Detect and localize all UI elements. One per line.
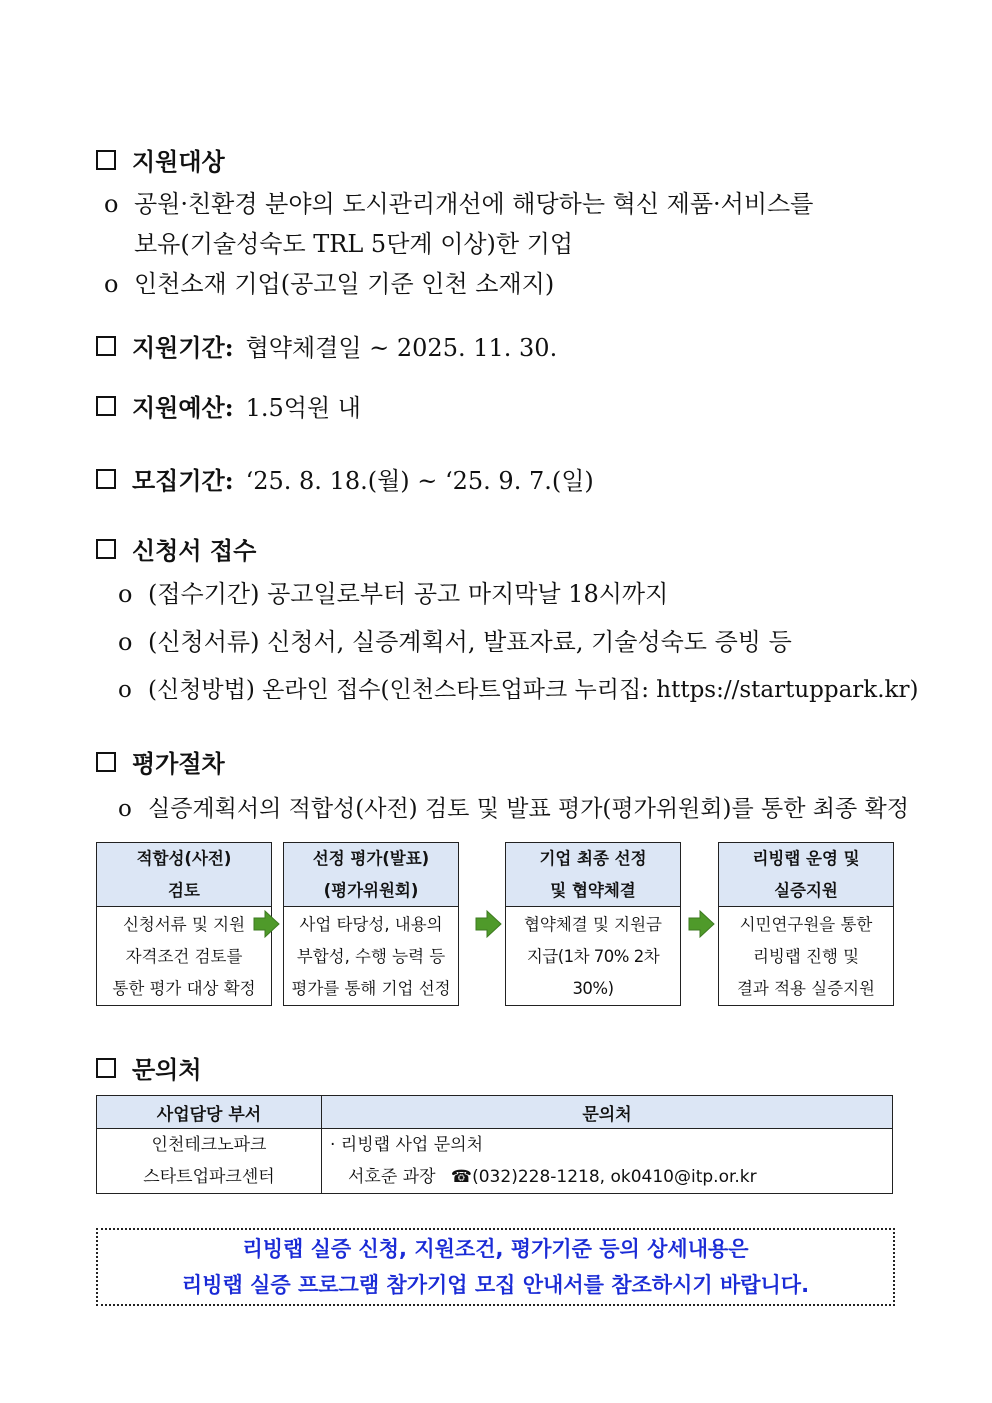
bullet-marker: o bbox=[118, 677, 132, 703]
section-target bbox=[96, 142, 225, 177]
flow-step-body-line: 부합성, 수행 능력 등 bbox=[296, 946, 446, 966]
flow-step-body bbox=[284, 907, 458, 1006]
flow-step-body bbox=[719, 907, 893, 1006]
flow-step-body-line: 결과 적용 실증지원 bbox=[736, 978, 875, 998]
flow-step-body-line: 자격조건 검토를 bbox=[125, 946, 243, 966]
bullet-marker: o bbox=[104, 270, 119, 298]
list-item bbox=[104, 264, 554, 299]
checkbox-square-icon bbox=[96, 752, 116, 772]
bullet-marker: o bbox=[118, 796, 132, 822]
contact-info-cell bbox=[322, 1129, 893, 1194]
list-item-text: (신청방법) 온라인 접수(인천스타트업파크 누리집: https://startuppark.kr) bbox=[148, 677, 919, 703]
section-recruit bbox=[96, 461, 594, 496]
flow-step-head-line: 기업 최종 선정 bbox=[539, 848, 647, 868]
list-item bbox=[118, 790, 909, 823]
contact-table bbox=[96, 1095, 893, 1194]
section-title: 지원예산: bbox=[132, 393, 234, 422]
phone-icon: ☎ bbox=[450, 1167, 473, 1187]
section-title: 모집기간: bbox=[132, 466, 234, 495]
section-eval bbox=[96, 744, 225, 779]
bullet-marker: o bbox=[118, 628, 133, 656]
section-apply bbox=[96, 531, 256, 566]
notice-line: 리빙랩 실증 신청, 지원조건, 평가기준 등의 상세내용은 bbox=[242, 1237, 749, 1261]
flow-step-body-line: 협약체결 및 지원금 bbox=[523, 914, 662, 934]
flow-step-2 bbox=[283, 842, 459, 1006]
section-title: 평가절차 bbox=[132, 749, 225, 778]
section-title: 지원기간: bbox=[132, 333, 234, 362]
list-item-text: 인천소재 기업(공고일 기준 인천 소재지) bbox=[134, 270, 555, 298]
flow-step-body-line: 리빙랩 진행 및 bbox=[752, 946, 860, 966]
flow-step-head-line: 적합성(사전) bbox=[136, 848, 232, 868]
list-item bbox=[118, 671, 918, 704]
right-arrow-icon bbox=[473, 909, 503, 939]
flow-step-head-line: 검토 bbox=[168, 880, 200, 900]
section-title: 지원대상 bbox=[132, 147, 225, 176]
flow-step-1 bbox=[96, 842, 272, 1006]
dept-line: 스타트업파크센터 bbox=[143, 1167, 275, 1187]
section-contact bbox=[96, 1050, 202, 1085]
flow-step-head-line: (평가위원회) bbox=[323, 880, 419, 900]
table-header-row bbox=[97, 1096, 893, 1129]
notice-box bbox=[96, 1228, 895, 1306]
section-budget bbox=[96, 388, 361, 423]
dept-cell bbox=[97, 1129, 322, 1194]
flow-step-3 bbox=[505, 842, 681, 1006]
bullet-marker: o bbox=[104, 190, 119, 218]
flow-step-head bbox=[719, 843, 893, 907]
checkbox-square-icon bbox=[96, 469, 116, 489]
checkbox-square-icon bbox=[96, 150, 116, 170]
contact-name: 서호준 과장 bbox=[348, 1167, 436, 1187]
table-header-cell: 사업담당 부서 bbox=[97, 1096, 322, 1129]
list-item-continuation: 보유(기술성숙도 TRL 5단계 이상)한 기업 bbox=[134, 230, 574, 258]
contact-info-line bbox=[330, 1161, 892, 1193]
section-title: 문의처 bbox=[132, 1055, 202, 1084]
flow-step-body bbox=[506, 907, 680, 1006]
contact-phone-email: (032)228-1218, ok0410@itp.or.kr bbox=[472, 1167, 757, 1187]
flow-step-body-line: 사업 타당성, 내용의 bbox=[299, 914, 443, 934]
flow-step-head-line: 선정 평가(발표) bbox=[312, 848, 430, 868]
table-header-cell: 문의처 bbox=[322, 1096, 893, 1129]
section-title: 신청서 접수 bbox=[132, 536, 257, 565]
flow-step-body-line: 지급(1차 70% 2차 30%) bbox=[526, 946, 660, 998]
section-value: 협약체결일 ~ 2025. 11. 30. bbox=[245, 334, 558, 362]
flow-step-body-line: 시민연구원을 통한 bbox=[739, 914, 873, 934]
flow-step-body bbox=[97, 907, 271, 1006]
checkbox-square-icon bbox=[96, 539, 116, 559]
flow-step-body-line: 평가를 통해 기업 선정 bbox=[291, 978, 451, 998]
section-value: ‘25. 8. 18.(월) ~ ‘25. 9. 7.(일) bbox=[245, 467, 594, 495]
table-row bbox=[97, 1129, 893, 1194]
list-item-text: (접수기간) 공고일로부터 공고 마지막날 18시까지 bbox=[148, 580, 669, 608]
flow-step-head bbox=[97, 843, 271, 907]
section-value: 1.5억원 내 bbox=[245, 394, 361, 422]
bullet-marker: o bbox=[118, 580, 133, 608]
contact-info-line: · 리빙랩 사업 문의처 bbox=[330, 1135, 483, 1155]
section-period bbox=[96, 328, 557, 363]
list-item-text: 공원·친환경 분야의 도시관리개선에 해당하는 혁신 제품·서비스를 bbox=[134, 190, 814, 218]
checkbox-square-icon bbox=[96, 1058, 116, 1078]
list-item-text: 실증계획서의 적합성(사전) 검토 및 발표 평가(평가위원회)를 통한 최종 확정 bbox=[148, 796, 909, 822]
dept-line: 인천테크노파크 bbox=[151, 1135, 267, 1155]
checkbox-square-icon bbox=[96, 396, 116, 416]
flow-step-head bbox=[284, 843, 458, 907]
flow-step-4 bbox=[718, 842, 894, 1006]
list-item-text: (신청서류) 신청서, 실증계획서, 발표자료, 기술성숙도 증빙 등 bbox=[148, 628, 792, 656]
list-item bbox=[118, 622, 792, 657]
flow-step-head-line: 및 협약체결 bbox=[550, 880, 636, 900]
notice-line: 리빙랩 실증 프로그램 참가기업 모집 안내서를 참조하시기 바랍니다. bbox=[181, 1273, 810, 1297]
flow-step-head-line: 실증지원 bbox=[774, 880, 838, 900]
list-item bbox=[118, 574, 668, 609]
flow-step-body-line: 신청서류 및 지원 bbox=[122, 914, 246, 934]
right-arrow-icon bbox=[686, 909, 716, 939]
flow-step-head-line: 리빙랩 운영 및 bbox=[752, 848, 860, 868]
checkbox-square-icon bbox=[96, 336, 116, 356]
flow-step-head bbox=[506, 843, 680, 907]
list-item bbox=[104, 184, 813, 219]
flow-step-body-line: 통한 평가 대상 확정 bbox=[112, 978, 256, 998]
right-arrow-icon bbox=[251, 909, 281, 939]
